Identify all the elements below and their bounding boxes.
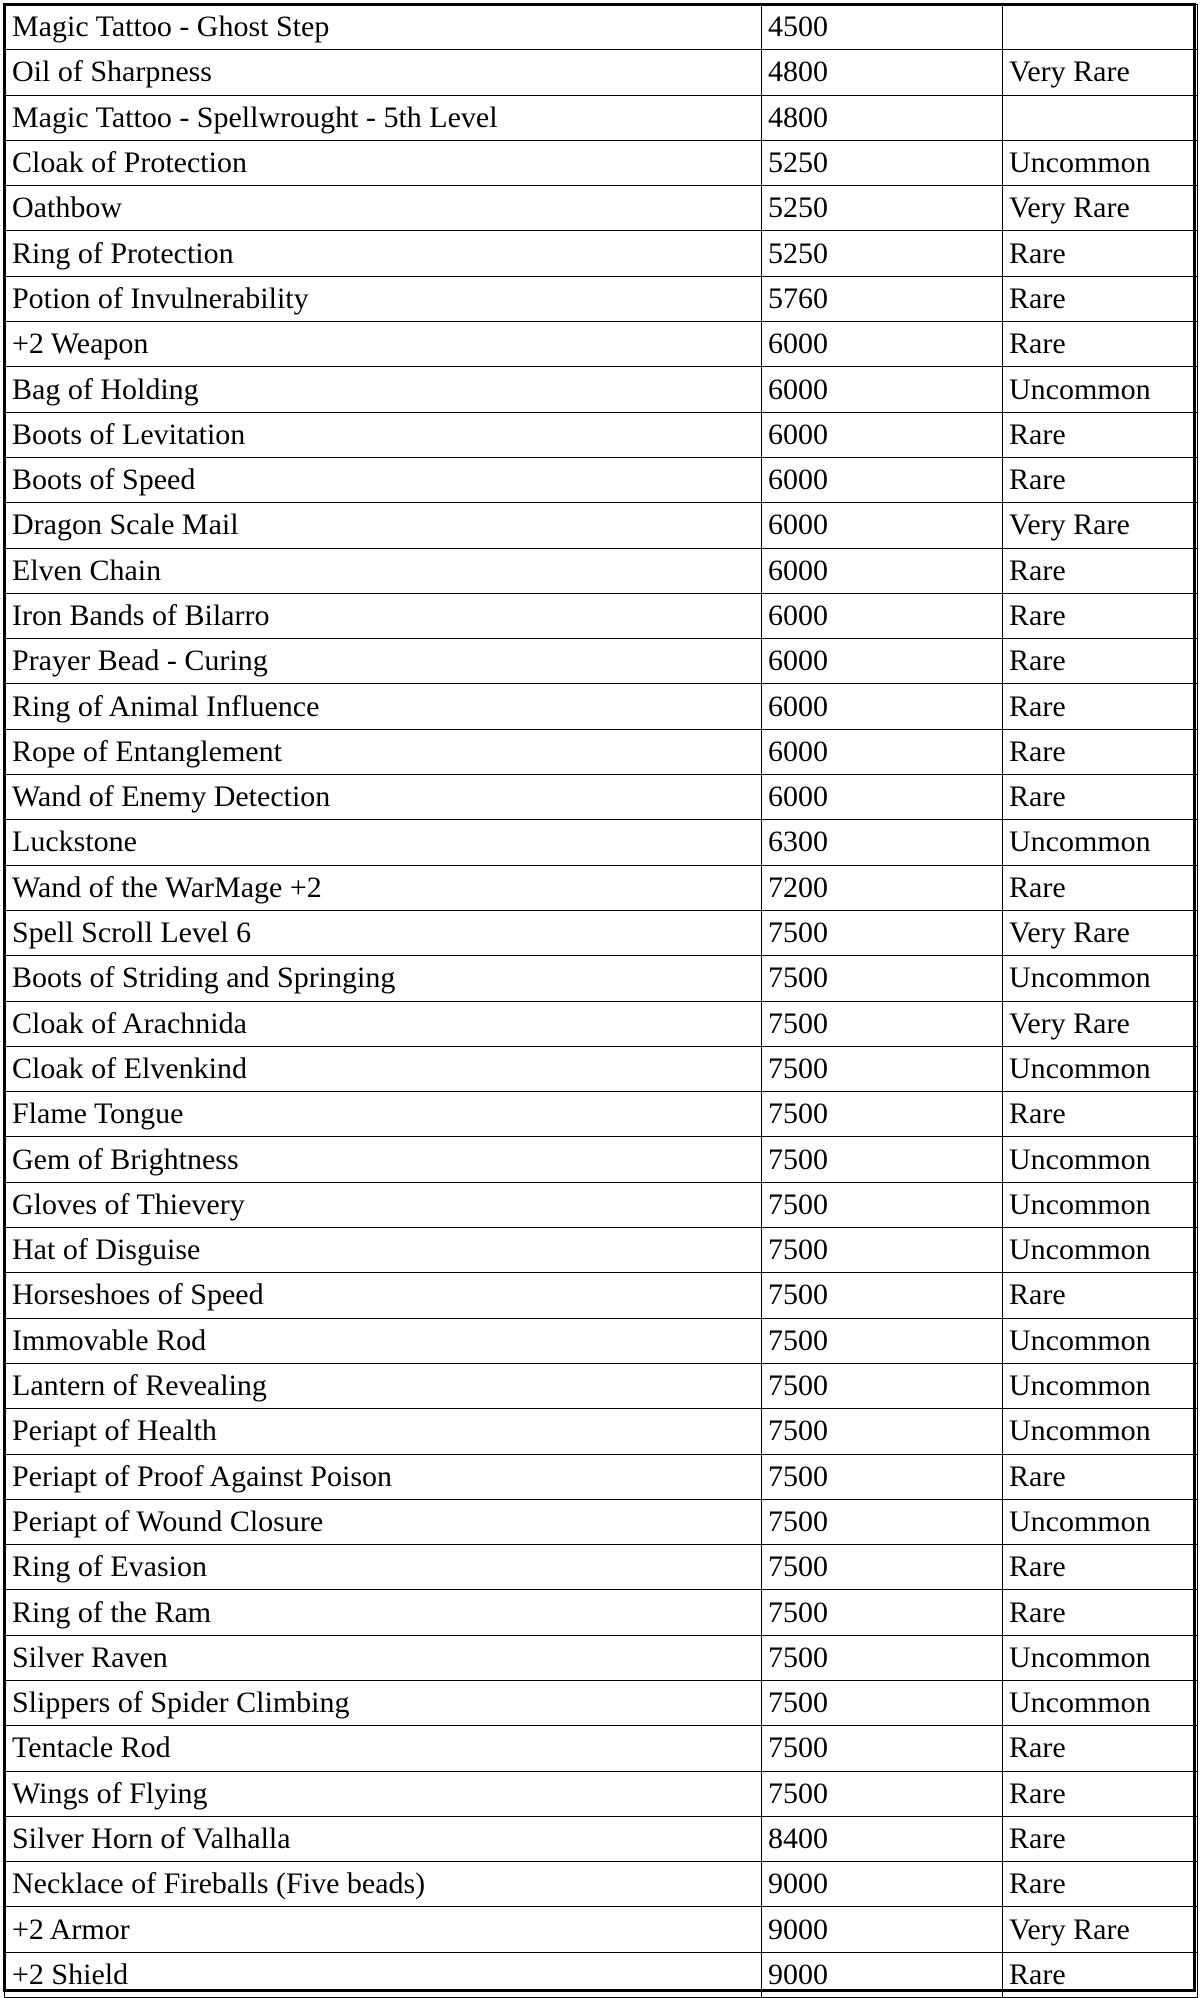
item-name-cell: +2 Shield <box>5 1952 762 1997</box>
item-value-cell: 9000 <box>762 1952 1003 1997</box>
table-row <box>5 1862 1198 1907</box>
item-name-cell: Oil of Sharpness <box>5 50 762 95</box>
item-value-cell: 9000 <box>762 1862 1003 1907</box>
item-name-cell: Wings of Flying <box>5 1771 762 1816</box>
item-name-cell: +2 Armor <box>5 1907 762 1952</box>
item-value-cell: 5250 <box>762 140 1003 185</box>
magic-items-table <box>4 4 1198 1998</box>
item-name-cell: Prayer Bead - Curing <box>5 639 762 684</box>
item-rarity-cell: Very Rare <box>1003 1907 1198 1952</box>
table-row <box>5 1726 1198 1771</box>
item-name-cell: Boots of Striding and Springing <box>5 956 762 1001</box>
item-name-cell: Boots of Speed <box>5 457 762 502</box>
table-row <box>5 956 1198 1001</box>
item-name-cell: Ring of Protection <box>5 231 762 276</box>
item-value-cell: 7500 <box>762 1228 1003 1273</box>
table-row <box>5 865 1198 910</box>
table-row <box>5 1318 1198 1363</box>
table-row <box>5 186 1198 231</box>
item-value-cell: 9000 <box>762 1907 1003 1952</box>
table-row <box>5 503 1198 548</box>
item-rarity-cell: Uncommon <box>1003 1228 1198 1273</box>
item-name-cell: Oathbow <box>5 186 762 231</box>
table-row <box>5 1635 1198 1680</box>
item-name-cell: Gloves of Thievery <box>5 1182 762 1227</box>
table-row <box>5 820 1198 865</box>
table-row <box>5 593 1198 638</box>
item-rarity-cell: Rare <box>1003 548 1198 593</box>
item-value-cell: 5760 <box>762 276 1003 321</box>
item-value-cell: 7500 <box>762 1771 1003 1816</box>
table-row <box>5 910 1198 955</box>
item-name-cell: Luckstone <box>5 820 762 865</box>
item-value-cell: 7500 <box>762 1273 1003 1318</box>
table-row <box>5 1273 1198 1318</box>
item-name-cell: Magic Tattoo - Spellwrought - 5th Level <box>5 95 762 140</box>
table-row <box>5 1363 1198 1408</box>
item-rarity-cell <box>1003 95 1198 140</box>
item-value-cell: 7200 <box>762 865 1003 910</box>
table-row <box>5 1137 1198 1182</box>
item-rarity-cell: Rare <box>1003 1771 1198 1816</box>
item-name-cell: Cloak of Arachnida <box>5 1001 762 1046</box>
table-row <box>5 639 1198 684</box>
table-row <box>5 1228 1198 1273</box>
item-rarity-cell: Rare <box>1003 729 1198 774</box>
item-name-cell: Elven Chain <box>5 548 762 593</box>
item-name-cell: Periapt of Health <box>5 1409 762 1454</box>
item-rarity-cell: Uncommon <box>1003 140 1198 185</box>
item-value-cell: 8400 <box>762 1816 1003 1861</box>
table-row <box>5 1771 1198 1816</box>
item-value-cell: 7500 <box>762 1046 1003 1091</box>
item-name-cell: Bag of Holding <box>5 367 762 412</box>
item-value-cell: 7500 <box>762 956 1003 1001</box>
table-row <box>5 1454 1198 1499</box>
table-row <box>5 1092 1198 1137</box>
table-row <box>5 1182 1198 1227</box>
table-row <box>5 1907 1198 1952</box>
table-row <box>5 1001 1198 1046</box>
item-value-cell: 4500 <box>762 5 1003 50</box>
item-rarity-cell: Uncommon <box>1003 956 1198 1001</box>
item-name-cell: Iron Bands of Bilarro <box>5 593 762 638</box>
item-value-cell: 7500 <box>762 1726 1003 1771</box>
item-name-cell: +2 Weapon <box>5 322 762 367</box>
item-rarity-cell: Very Rare <box>1003 50 1198 95</box>
table-row <box>5 95 1198 140</box>
item-value-cell: 7500 <box>762 1182 1003 1227</box>
item-name-cell: Boots of Levitation <box>5 412 762 457</box>
item-name-cell: Gem of Brightness <box>5 1137 762 1182</box>
item-value-cell: 7500 <box>762 1680 1003 1725</box>
item-rarity-cell: Rare <box>1003 639 1198 684</box>
item-value-cell: 7500 <box>762 1318 1003 1363</box>
item-rarity-cell: Uncommon <box>1003 1137 1198 1182</box>
item-name-cell: Wand of the WarMage +2 <box>5 865 762 910</box>
item-rarity-cell: Rare <box>1003 1952 1198 1997</box>
item-name-cell: Cloak of Protection <box>5 140 762 185</box>
table-row <box>5 548 1198 593</box>
item-rarity-cell: Rare <box>1003 1726 1198 1771</box>
table-row <box>5 322 1198 367</box>
item-value-cell: 7500 <box>762 1363 1003 1408</box>
item-rarity-cell: Uncommon <box>1003 1363 1198 1408</box>
item-name-cell: Hat of Disguise <box>5 1228 762 1273</box>
item-value-cell: 7500 <box>762 1137 1003 1182</box>
item-value-cell: 6000 <box>762 457 1003 502</box>
item-rarity-cell: Rare <box>1003 412 1198 457</box>
item-rarity-cell: Rare <box>1003 1545 1198 1590</box>
item-name-cell: Flame Tongue <box>5 1092 762 1137</box>
item-name-cell: Periapt of Wound Closure <box>5 1499 762 1544</box>
table-row <box>5 457 1198 502</box>
item-name-cell: Dragon Scale Mail <box>5 503 762 548</box>
item-name-cell: Ring of the Ram <box>5 1590 762 1635</box>
item-value-cell: 6000 <box>762 548 1003 593</box>
item-value-cell: 5250 <box>762 231 1003 276</box>
item-value-cell: 6000 <box>762 412 1003 457</box>
magic-items-table-body <box>5 5 1198 1998</box>
item-rarity-cell: Uncommon <box>1003 1635 1198 1680</box>
table-row <box>5 775 1198 820</box>
item-rarity-cell: Rare <box>1003 1454 1198 1499</box>
table-row <box>5 729 1198 774</box>
table-row <box>5 1952 1198 1997</box>
item-rarity-cell: Very Rare <box>1003 1001 1198 1046</box>
item-value-cell: 7500 <box>762 910 1003 955</box>
table-row <box>5 1680 1198 1725</box>
table-row <box>5 1499 1198 1544</box>
item-rarity-cell: Rare <box>1003 1273 1198 1318</box>
item-name-cell: Wand of Enemy Detection <box>5 775 762 820</box>
item-name-cell: Potion of Invulnerability <box>5 276 762 321</box>
item-rarity-cell: Uncommon <box>1003 1318 1198 1363</box>
item-value-cell: 6000 <box>762 729 1003 774</box>
item-rarity-cell: Rare <box>1003 593 1198 638</box>
item-name-cell: Silver Horn of Valhalla <box>5 1816 762 1861</box>
item-rarity-cell: Rare <box>1003 1590 1198 1635</box>
item-name-cell: Rope of Entanglement <box>5 729 762 774</box>
item-name-cell: Immovable Rod <box>5 1318 762 1363</box>
table-row <box>5 140 1198 185</box>
table-row <box>5 1409 1198 1454</box>
item-rarity-cell: Rare <box>1003 322 1198 367</box>
item-name-cell: Periapt of Proof Against Poison <box>5 1454 762 1499</box>
table-row <box>5 684 1198 729</box>
table-row <box>5 1046 1198 1091</box>
item-rarity-cell: Uncommon <box>1003 1046 1198 1091</box>
item-value-cell: 6000 <box>762 639 1003 684</box>
item-rarity-cell <box>1003 5 1198 50</box>
item-rarity-cell: Rare <box>1003 231 1198 276</box>
item-value-cell: 6000 <box>762 684 1003 729</box>
table-row <box>5 412 1198 457</box>
table-row <box>5 1590 1198 1635</box>
item-rarity-cell: Rare <box>1003 1816 1198 1861</box>
table-row <box>5 276 1198 321</box>
table-row <box>5 50 1198 95</box>
item-value-cell: 7500 <box>762 1499 1003 1544</box>
item-value-cell: 6000 <box>762 593 1003 638</box>
item-rarity-cell: Rare <box>1003 684 1198 729</box>
item-name-cell: Lantern of Revealing <box>5 1363 762 1408</box>
item-name-cell: Spell Scroll Level 6 <box>5 910 762 955</box>
item-rarity-cell: Rare <box>1003 457 1198 502</box>
item-rarity-cell: Rare <box>1003 865 1198 910</box>
item-rarity-cell: Uncommon <box>1003 1499 1198 1544</box>
item-name-cell: Magic Tattoo - Ghost Step <box>5 5 762 50</box>
item-value-cell: 4800 <box>762 50 1003 95</box>
item-rarity-cell: Uncommon <box>1003 1680 1198 1725</box>
table-row <box>5 231 1198 276</box>
item-name-cell: Ring of Animal Influence <box>5 684 762 729</box>
table-row <box>5 367 1198 412</box>
item-name-cell: Ring of Evasion <box>5 1545 762 1590</box>
item-value-cell: 5250 <box>762 186 1003 231</box>
item-value-cell: 6000 <box>762 322 1003 367</box>
item-rarity-cell: Very Rare <box>1003 503 1198 548</box>
item-rarity-cell: Uncommon <box>1003 1409 1198 1454</box>
item-rarity-cell: Very Rare <box>1003 910 1198 955</box>
item-rarity-cell: Rare <box>1003 1092 1198 1137</box>
item-value-cell: 6000 <box>762 503 1003 548</box>
item-value-cell: 6000 <box>762 775 1003 820</box>
item-name-cell: Horseshoes of Speed <box>5 1273 762 1318</box>
item-name-cell: Tentacle Rod <box>5 1726 762 1771</box>
table-row <box>5 5 1198 50</box>
item-value-cell: 7500 <box>762 1092 1003 1137</box>
item-rarity-cell: Very Rare <box>1003 186 1198 231</box>
item-name-cell: Cloak of Elvenkind <box>5 1046 762 1091</box>
item-name-cell: Silver Raven <box>5 1635 762 1680</box>
item-rarity-cell: Rare <box>1003 775 1198 820</box>
item-value-cell: 7500 <box>762 1409 1003 1454</box>
item-value-cell: 6000 <box>762 367 1003 412</box>
item-value-cell: 7500 <box>762 1545 1003 1590</box>
item-rarity-cell: Uncommon <box>1003 820 1198 865</box>
item-value-cell: 6300 <box>762 820 1003 865</box>
table-row <box>5 1545 1198 1590</box>
item-name-cell: Slippers of Spider Climbing <box>5 1680 762 1725</box>
item-rarity-cell: Rare <box>1003 276 1198 321</box>
item-value-cell: 7500 <box>762 1635 1003 1680</box>
item-rarity-cell: Uncommon <box>1003 1182 1198 1227</box>
item-value-cell: 7500 <box>762 1590 1003 1635</box>
item-name-cell: Necklace of Fireballs (Five beads) <box>5 1862 762 1907</box>
table-row <box>5 1816 1198 1861</box>
item-value-cell: 7500 <box>762 1001 1003 1046</box>
item-value-cell: 7500 <box>762 1454 1003 1499</box>
item-value-cell: 4800 <box>762 95 1003 140</box>
item-rarity-cell: Uncommon <box>1003 367 1198 412</box>
item-rarity-cell: Rare <box>1003 1862 1198 1907</box>
